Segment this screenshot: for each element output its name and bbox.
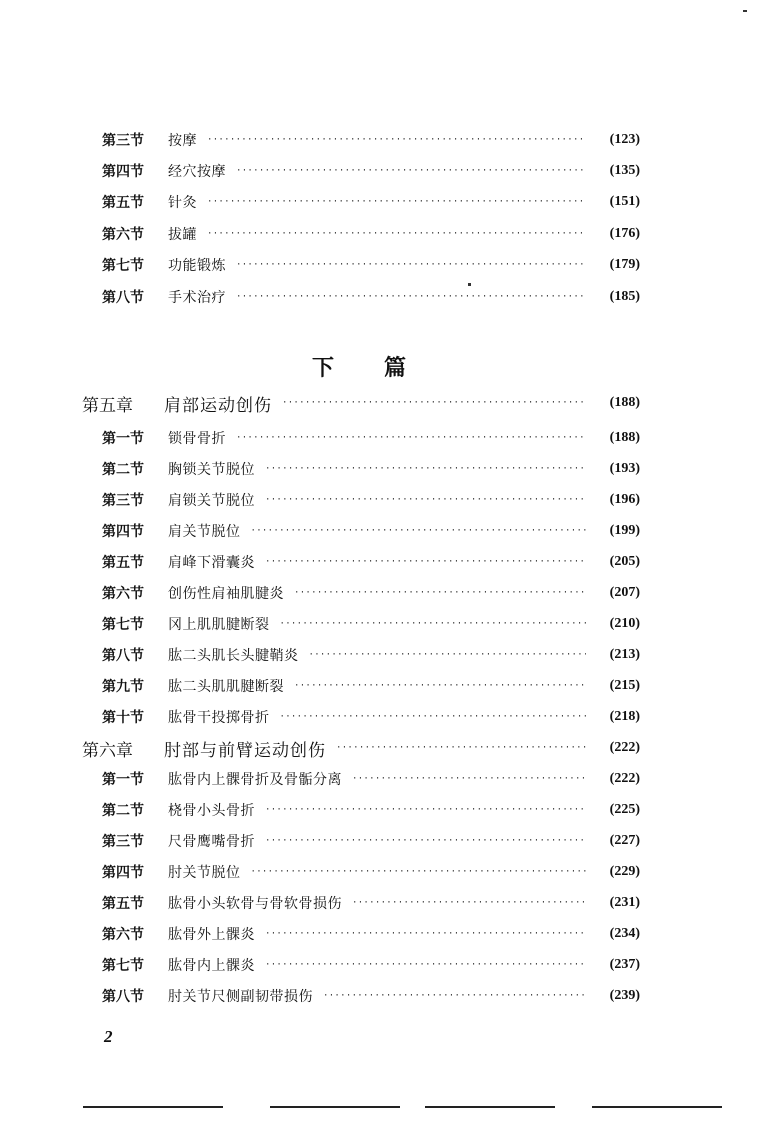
section-number: 第二节 [102, 462, 144, 478]
section-number: 第五节 [102, 195, 144, 211]
section-number: 第二节 [102, 803, 144, 819]
section-number: 第一节 [102, 772, 144, 788]
section-title: 肩锁关节脱位 [168, 493, 255, 509]
toc-entry[interactable] [102, 285, 640, 309]
page-ref: (196) [609, 492, 640, 507]
toc-entry[interactable] [102, 860, 640, 884]
scan-speck [743, 10, 747, 12]
dot-leader [265, 557, 586, 567]
section-title: 尺骨鹰嘴骨折 [168, 834, 255, 850]
page-ref: (215) [609, 678, 640, 693]
section-title: 肘关节尺侧副韧带损伤 [168, 989, 313, 1005]
page-ref: (239) [609, 988, 640, 1003]
part-heading [312, 351, 406, 382]
dot-leader [207, 135, 586, 145]
toc-entry[interactable] [102, 222, 640, 246]
section-title: 创伤性肩袖肌腱炎 [168, 586, 284, 602]
toc-chapter-entry[interactable] [82, 736, 640, 760]
section-number: 第六节 [102, 927, 144, 943]
section-number: 第一节 [102, 431, 144, 447]
section-title: 经穴按摩 [168, 164, 226, 180]
toc-entry[interactable] [102, 891, 640, 915]
scan-edge-line [592, 1106, 722, 1108]
page-ref: (210) [609, 616, 640, 631]
page-ref: (237) [609, 957, 640, 972]
page-number: 2 [104, 1027, 113, 1046]
dot-leader [236, 433, 586, 443]
toc-entry[interactable] [102, 488, 640, 512]
section-number: 第十节 [102, 710, 144, 726]
section-number: 第七节 [102, 958, 144, 974]
toc-entry[interactable] [102, 190, 640, 214]
dot-leader [282, 398, 586, 408]
toc-entry[interactable] [102, 767, 640, 791]
part-heading-left: 下 [312, 355, 335, 381]
section-title: 肱二头肌长头腱鞘炎 [168, 648, 299, 664]
dot-leader [236, 260, 586, 270]
section-title: 桡骨小头骨折 [168, 803, 255, 819]
toc-chapter-entry[interactable] [82, 391, 640, 415]
scan-edge-line [425, 1106, 555, 1108]
section-number: 第四节 [102, 865, 144, 881]
section-number: 第九节 [102, 679, 144, 695]
toc-entry[interactable] [102, 612, 640, 636]
dot-leader [336, 743, 586, 753]
section-title: 冈上肌肌腱断裂 [168, 617, 270, 633]
toc-entry[interactable] [102, 253, 640, 277]
section-number: 第五节 [102, 896, 144, 912]
section-title: 肱骨小头软骨与骨软骨损伤 [168, 896, 342, 912]
scan-speck [468, 283, 471, 286]
section-number: 第三节 [102, 133, 144, 149]
toc-entry[interactable] [102, 705, 640, 729]
toc-entry[interactable] [102, 798, 640, 822]
toc-entry[interactable] [102, 829, 640, 853]
page-ref: (229) [609, 864, 640, 879]
section-title: 肱骨内上髁炎 [168, 958, 255, 974]
toc-entry[interactable] [102, 643, 640, 667]
toc-entry[interactable] [102, 519, 640, 543]
section-number: 第八节 [102, 290, 144, 306]
section-title: 功能锻炼 [168, 258, 226, 274]
section-title: 肩关节脱位 [168, 524, 241, 540]
section-number: 第七节 [102, 258, 144, 274]
dot-leader [265, 929, 586, 939]
page-ref: (231) [609, 895, 640, 910]
toc-entry[interactable] [102, 922, 640, 946]
page-ref: (222) [609, 771, 640, 786]
chapter-number: 第五章 [82, 395, 133, 416]
page-ref: (222) [609, 740, 640, 755]
part-heading-right: 篇 [384, 355, 407, 381]
page-ref: (225) [609, 802, 640, 817]
toc-entry[interactable] [102, 674, 640, 698]
page-ref: (135) [609, 163, 640, 178]
section-number: 第六节 [102, 586, 144, 602]
page-ref: (193) [609, 461, 640, 476]
section-title: 肱骨干投掷骨折 [168, 710, 270, 726]
dot-leader [280, 712, 587, 722]
section-number: 第四节 [102, 524, 144, 540]
section-title: 手术治疗 [168, 290, 226, 306]
page-ref: (234) [609, 926, 640, 941]
section-title: 按摩 [168, 133, 197, 149]
page-ref: (188) [609, 430, 640, 445]
dot-leader [265, 464, 586, 474]
page-ref: (227) [609, 833, 640, 848]
toc-entry[interactable] [102, 550, 640, 574]
section-number: 第三节 [102, 493, 144, 509]
page-ref: (123) [609, 132, 640, 147]
section-number: 第八节 [102, 989, 144, 1005]
toc-entry[interactable] [102, 159, 640, 183]
section-title: 肘关节脱位 [168, 865, 241, 881]
dot-leader [294, 588, 586, 598]
dot-leader [251, 867, 587, 877]
chapter-title: 肘部与前臂运动创伤 [164, 740, 326, 761]
chapter-number: 第六章 [82, 740, 133, 761]
dot-leader [352, 898, 586, 908]
section-number: 第六节 [102, 227, 144, 243]
dot-leader [309, 650, 587, 660]
dot-leader [207, 229, 586, 239]
page-ref: (176) [609, 226, 640, 241]
toc-entry[interactable] [102, 426, 640, 450]
page-ref: (207) [609, 585, 640, 600]
toc-entry[interactable] [102, 128, 640, 152]
chapter-title: 肩部运动创伤 [164, 395, 272, 416]
page-ref: (218) [609, 709, 640, 724]
dot-leader [236, 166, 586, 176]
dot-leader [251, 526, 587, 536]
section-title: 肱骨内上髁骨折及骨骺分离 [168, 772, 342, 788]
section-title: 肩峰下滑囊炎 [168, 555, 255, 571]
dot-leader [352, 774, 586, 784]
section-number: 第三节 [102, 834, 144, 850]
page-ref: (188) [609, 395, 640, 410]
section-number: 第七节 [102, 617, 144, 633]
section-number: 第四节 [102, 164, 144, 180]
page-ref: (205) [609, 554, 640, 569]
dot-leader [265, 836, 586, 846]
section-title: 肱骨外上髁炎 [168, 927, 255, 943]
page-ref: (199) [609, 523, 640, 538]
page-ref: (179) [609, 257, 640, 272]
page-ref: (185) [609, 289, 640, 304]
toc-entry[interactable] [102, 457, 640, 481]
dot-leader [323, 991, 586, 1001]
dot-leader [294, 681, 586, 691]
section-number: 第五节 [102, 555, 144, 571]
dot-leader [280, 619, 587, 629]
toc-entry[interactable] [102, 984, 640, 1008]
page-ref: (213) [609, 647, 640, 662]
dot-leader [265, 805, 586, 815]
section-title: 拔罐 [168, 227, 197, 243]
section-title: 锁骨骨折 [168, 431, 226, 447]
dot-leader [207, 197, 586, 207]
section-number: 第八节 [102, 648, 144, 664]
scan-edge-line [270, 1106, 400, 1108]
toc-entry[interactable] [102, 581, 640, 605]
section-title: 肱二头肌肌腱断裂 [168, 679, 284, 695]
toc-entry[interactable] [102, 953, 640, 977]
section-title: 胸锁关节脱位 [168, 462, 255, 478]
section-title: 针灸 [168, 195, 197, 211]
dot-leader [236, 292, 586, 302]
page-ref: (151) [609, 194, 640, 209]
dot-leader [265, 960, 586, 970]
scan-edge-line [83, 1106, 223, 1108]
dot-leader [265, 495, 586, 505]
